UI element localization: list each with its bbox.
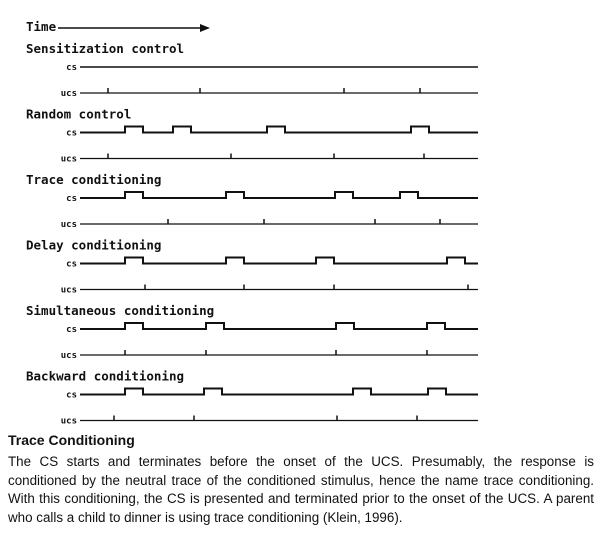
caption-body: The CS starts and terminates before the onset of the UCS. Presumably, the response is conditioned by the neutral trace of the conditioned stimulus, hence the name trace conditioning. With this conditioning, the CS is presented and terminated prior to the onset of the UCS. A parent who calls a child to dinner is using trace conditioning (Klein, 1996). xyxy=(8,454,594,525)
panel-4 xyxy=(26,238,478,296)
ucs-label: ucs xyxy=(60,220,77,230)
cs-trace xyxy=(80,389,478,395)
cs-trace xyxy=(80,192,478,198)
panel-6 xyxy=(26,369,478,427)
time-arrow-head xyxy=(200,24,210,32)
cs-label: cs xyxy=(66,325,77,335)
cs-label: cs xyxy=(66,63,77,73)
panel-2 xyxy=(26,107,478,165)
panel-title: Simultaneous conditioning xyxy=(26,303,215,318)
cs-label: cs xyxy=(66,128,77,139)
panel-title: Delay conditioning xyxy=(26,237,162,253)
panel-3 xyxy=(26,172,478,230)
cs-label: cs xyxy=(66,259,77,270)
panel-title: Backward conditioning xyxy=(26,368,185,384)
ucs-label: ucs xyxy=(60,285,77,296)
ucs-label: ucs xyxy=(60,416,77,427)
ucs-label: ucs xyxy=(60,154,77,165)
panel-title: Trace conditioning xyxy=(26,172,162,187)
time-label: Time xyxy=(26,19,57,34)
ucs-label: ucs xyxy=(60,89,77,99)
panel-title: Random control xyxy=(26,106,132,122)
panel-1 xyxy=(26,41,478,99)
panel-title: Sensitization control xyxy=(26,41,185,56)
caption xyxy=(8,432,594,527)
time-axis xyxy=(26,19,210,34)
cs-trace xyxy=(80,258,478,264)
ucs-label: ucs xyxy=(60,351,77,361)
cs-trace xyxy=(80,127,478,133)
cs-label: cs xyxy=(66,194,77,204)
panel-5 xyxy=(26,303,478,361)
cs-label: cs xyxy=(66,390,77,401)
cs-trace xyxy=(80,323,478,329)
panels-group xyxy=(26,41,478,427)
caption-title: Trace Conditioning xyxy=(8,432,135,448)
